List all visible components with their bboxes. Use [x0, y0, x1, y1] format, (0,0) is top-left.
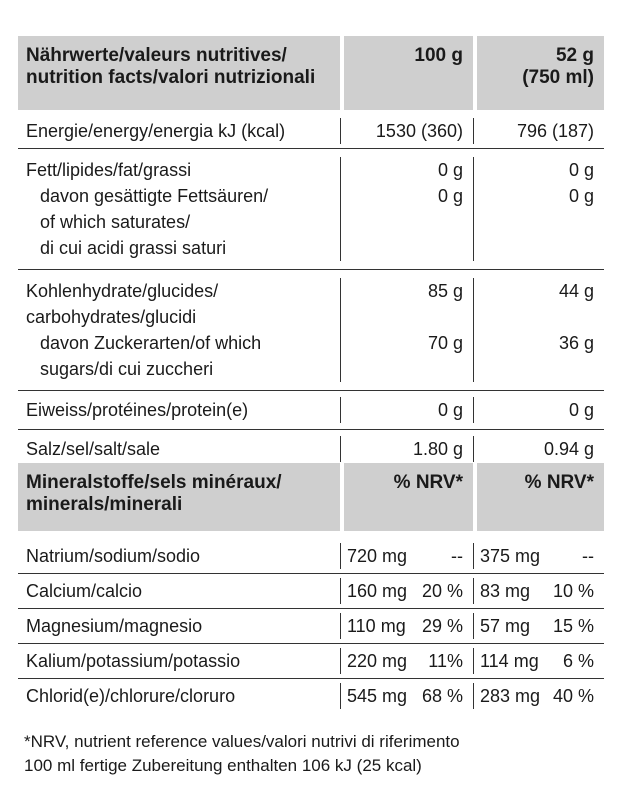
minerals-header-nrv-100g: % NRV* — [340, 463, 473, 531]
nutrition-header-row — [18, 36, 604, 110]
footnote — [24, 730, 460, 778]
nutrition-table — [18, 36, 604, 468]
table-row — [18, 539, 604, 574]
row-value-portion: 0 g — [568, 160, 594, 180]
row-nrv-portion: 10 % — [552, 581, 594, 601]
row-nrv-100g: -- — [451, 546, 463, 566]
row-amount-100g: 160 mg — [347, 581, 408, 601]
row-amount-portion: 375 mg — [480, 546, 541, 566]
row-value-100g: 1.80 g — [340, 436, 473, 462]
row-amount-100g: 720 mg — [347, 546, 408, 566]
row-nrv-100g: 20 % — [421, 581, 463, 601]
row-amount-portion: 57 mg — [480, 616, 531, 636]
row-label: Kalium/potassium/potassio — [26, 651, 241, 671]
row-value-100g: 0 g — [340, 397, 473, 423]
row-amount-portion: 283 mg — [480, 686, 541, 706]
nutrition-header-100g: 100 g — [340, 36, 473, 110]
row-subvalue-portion: 36 g — [558, 333, 594, 353]
row-nrv-portion: 15 % — [552, 616, 594, 636]
table-row — [18, 609, 604, 644]
row-subvalue-100g: 0 g — [437, 186, 463, 206]
row-value-100g: 85 g — [427, 281, 463, 301]
row-value-portion: 796 (187) — [473, 118, 604, 144]
row-label: Magnesium/magnesio — [26, 616, 203, 636]
nutrition-header-title: Nährwerte/valeurs nutritives/ nutrition facts/valori nutrizionali — [18, 36, 340, 110]
row-nrv-100g: 29 % — [421, 616, 463, 636]
footnote-nrv: *NRV, nutrient reference values/valori nutrivi di riferimento — [24, 732, 460, 751]
row-value-portion: 0.94 g — [473, 436, 604, 462]
row-value-100g: 1530 (360) — [340, 118, 473, 144]
row-amount-portion: 114 mg — [480, 651, 539, 671]
minerals-header-row — [18, 463, 604, 531]
row-nrv-100g: 11% — [428, 651, 463, 671]
row-label: Salz/sel/salt/sale — [26, 439, 161, 459]
row-nrv-portion: -- — [582, 546, 594, 566]
row-value-portion: 0 g — [473, 397, 604, 423]
row-nrv-portion: 6 % — [562, 651, 594, 671]
row-nrv-portion: 40 % — [552, 686, 594, 706]
minerals-header-nrv-portion: % NRV* — [473, 463, 604, 531]
row-amount-portion: 83 mg — [480, 581, 531, 601]
row-label: Calcium/calcio — [26, 581, 143, 601]
row-amount-100g: 110 mg — [347, 616, 406, 636]
row-amount-100g: 220 mg — [347, 651, 408, 671]
row-value-100g: 0 g — [437, 160, 463, 180]
row-label: Natrium/sodium/sodio — [26, 546, 201, 566]
nutrition-header-portion: 52 g (750 ml) — [473, 36, 604, 110]
row-nrv-100g: 68 % — [421, 686, 463, 706]
row-amount-100g: 545 mg — [347, 686, 408, 706]
row-label: Kohlenhydrate/glucides/ — [26, 281, 219, 301]
table-row — [18, 679, 604, 713]
row-label: Chlorid(e)/chlorure/cloruro — [26, 686, 236, 706]
footnote-preparation: 100 ml fertige Zubereitung enthalten 106 kJ (25 kcal) — [24, 756, 422, 775]
table-row — [18, 644, 604, 679]
table-row — [18, 574, 604, 609]
table-row: Kohlenhydrate/glucides/ carbohydrates/glucidi davon Zuckerarten/of which sugars/di cui zuccheri 85 g 70 g 44 g 36 g — [18, 270, 604, 391]
table-row — [18, 391, 604, 430]
row-subvalue-portion: 0 g — [568, 186, 594, 206]
row-label: Energie/energy/energia kJ (kcal) — [26, 121, 286, 141]
row-label: Eiweiss/protéines/protein(e) — [26, 400, 249, 420]
row-value-portion: 44 g — [558, 281, 594, 301]
minerals-header-title: Mineralstoffe/sels minéraux/ minerals/minerali — [18, 463, 340, 531]
minerals-table — [18, 463, 604, 713]
row-subvalue-100g: 70 g — [427, 333, 463, 353]
table-row — [18, 118, 604, 149]
table-row: Fett/lipides/fat/grassi davon gesättigte Fettsäuren/ of which saturates/ di cui acidi grassi saturi 0 g 0 g 0 g 0 g — [18, 149, 604, 270]
row-label: Fett/lipides/fat/grassi — [26, 160, 192, 180]
